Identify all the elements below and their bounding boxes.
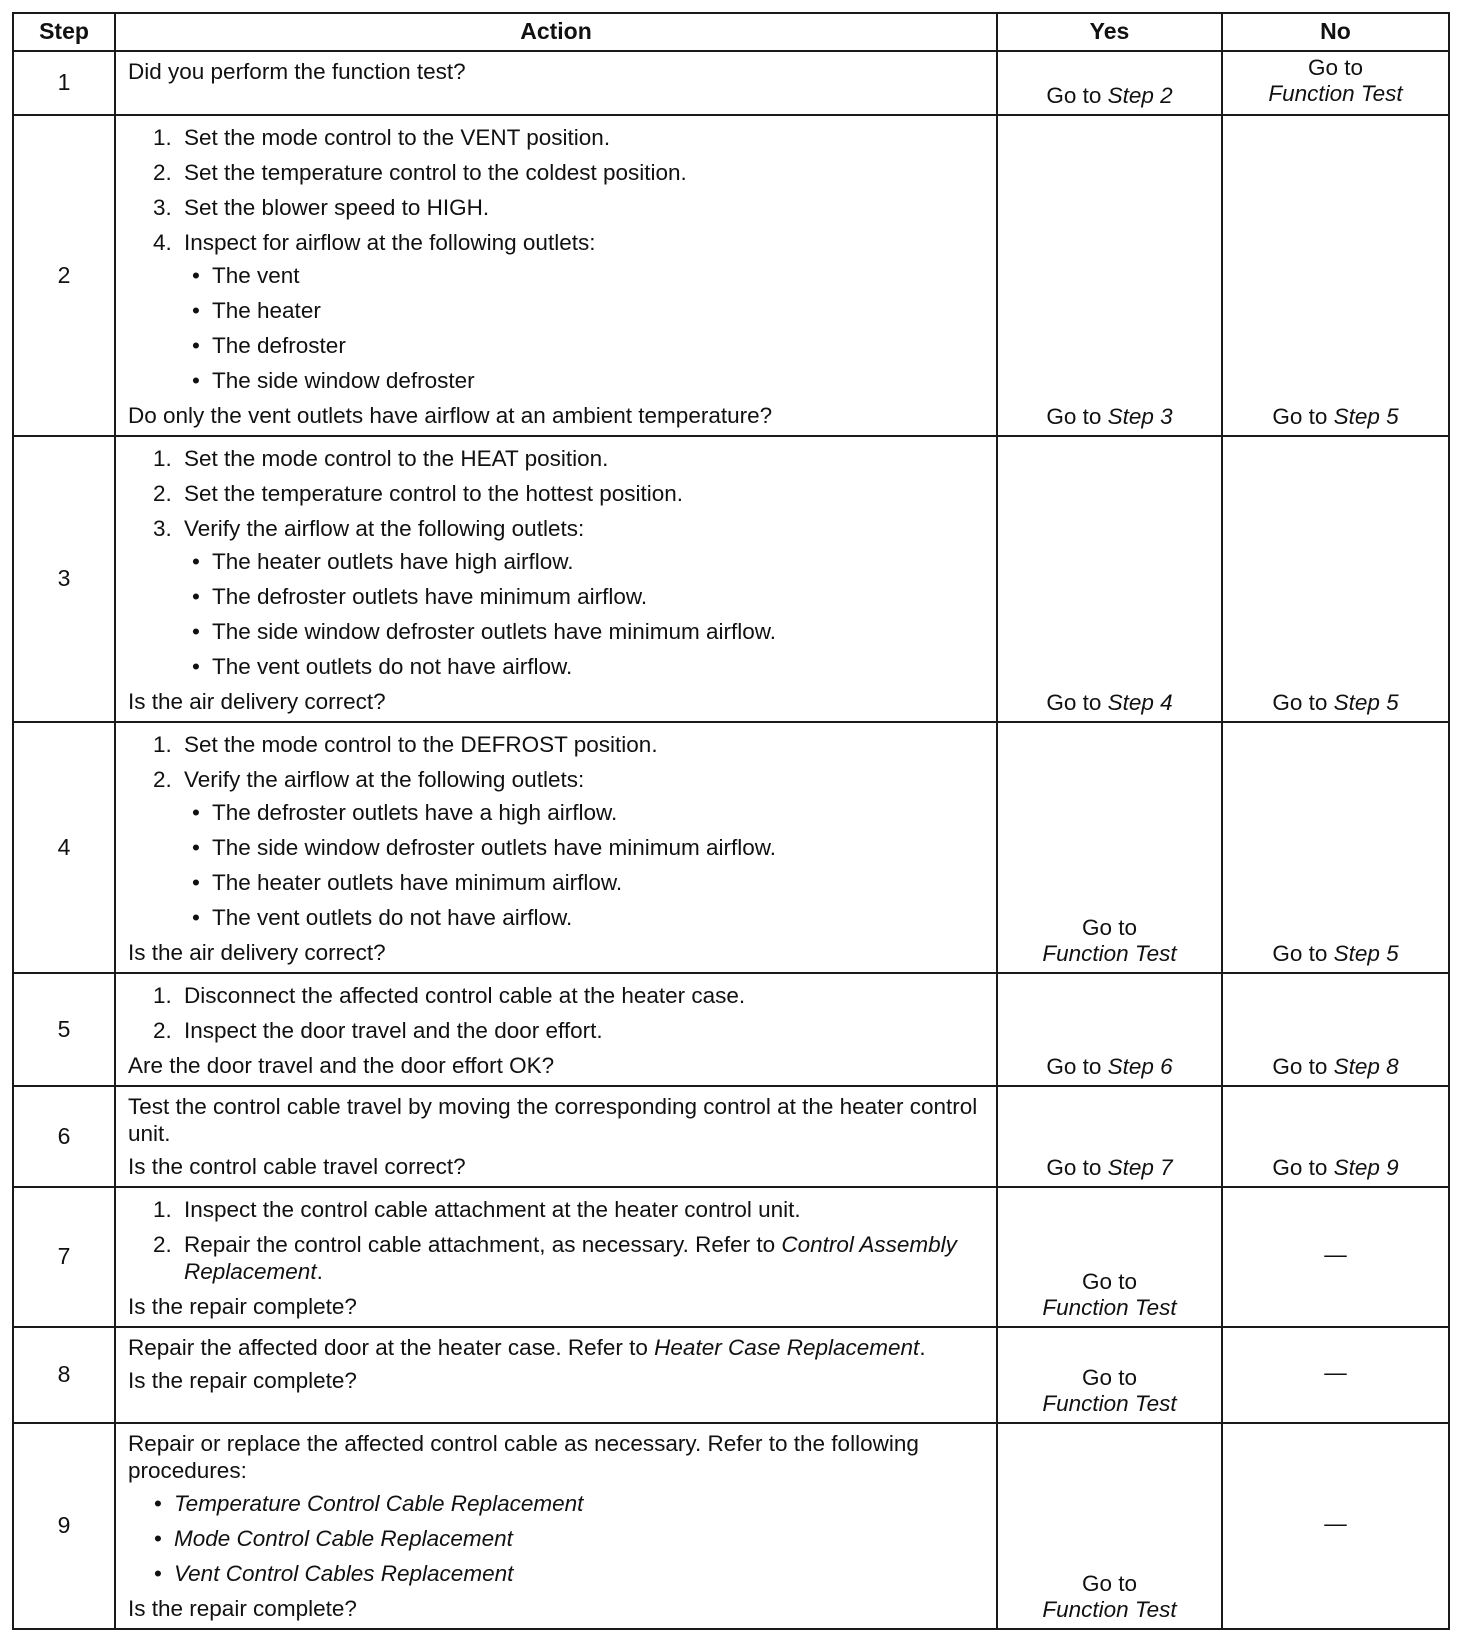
no-cell: [1222, 51, 1449, 115]
question-text: Are the door travel and the door effort OK?: [128, 1053, 555, 1078]
instruction-text: Verify the airflow at the following outlets:: [184, 767, 585, 792]
instruction-text: Verify the airflow at the following outlets:: [184, 516, 585, 541]
bullet-item: • The heater: [212, 297, 986, 324]
dash-placeholder: —: [1324, 1242, 1347, 1267]
goto-target: Function Test: [1042, 1295, 1177, 1321]
no-cell: [1222, 1423, 1449, 1629]
goto-target: Step 7: [1107, 1155, 1173, 1180]
table-row: [13, 1187, 1449, 1327]
yes-cell: [997, 436, 1222, 722]
outlet-list: [184, 799, 986, 931]
action-text: Repair the affected door at the heater case. Refer to Heater Case Replacement.: [128, 1335, 926, 1360]
instruction-item: 2. Set the temperature control to the coldest position.: [178, 159, 986, 186]
instruction-item: [178, 766, 986, 931]
instruction-item: [178, 515, 986, 680]
action-text: Test the control cable travel by moving the corresponding control at the heater control unit.: [128, 1094, 978, 1146]
header-step: Step: [13, 13, 115, 51]
goto-target: Step 5: [1333, 404, 1399, 429]
action-text: Repair or replace the affected control cable as necessary. Refer to the following procedures:: [128, 1431, 919, 1483]
procedure-list: [128, 1490, 986, 1587]
dash-placeholder: —: [1324, 1511, 1347, 1536]
goto-target: Function Test: [1042, 941, 1177, 967]
goto-target: Step 9: [1333, 1155, 1399, 1180]
goto-label: Go to: [1307, 55, 1364, 80]
no-cell: [1222, 1187, 1449, 1327]
goto-label: Go to: [1046, 1155, 1102, 1180]
bullet-item: • The vent outlets do not have airflow.: [212, 904, 986, 931]
question-text: Is the repair complete?: [128, 1596, 357, 1621]
no-cell: [1222, 722, 1449, 973]
no-cell: [1222, 1086, 1449, 1187]
question-text: Is the control cable travel correct?: [128, 1154, 466, 1179]
table-row: [13, 1086, 1449, 1187]
goto-label: Go to: [1081, 1365, 1138, 1391]
action-cell: [115, 1423, 997, 1629]
procedure-reference[interactable]: Vent Control Cables Replacement: [174, 1561, 514, 1586]
bullet-item: • The defroster outlets have minimum airflow.: [212, 583, 986, 610]
instruction-item: 2. Repair the control cable attachment, as necessary. Refer to Control Assembly Replacement.: [178, 1231, 986, 1285]
question-text: Is the air delivery correct?: [128, 940, 386, 965]
bullet-item: • The vent outlets do not have airflow.: [212, 653, 986, 680]
action-cell: [115, 115, 997, 436]
yes-cell: [997, 973, 1222, 1086]
goto-target: Step 2: [1107, 83, 1173, 108]
table-row: [13, 51, 1449, 115]
header-row: [13, 13, 1449, 51]
yes-cell: [997, 1086, 1222, 1187]
instruction-item: [178, 229, 986, 394]
table-row: [13, 1423, 1449, 1629]
bullet-item: • The heater outlets have minimum airflow.: [212, 869, 986, 896]
goto-label: Go to: [1272, 404, 1328, 429]
question-text: Is the repair complete?: [128, 1294, 357, 1319]
bullet-item: • The defroster: [212, 332, 986, 359]
no-cell: [1222, 115, 1449, 436]
goto-label: Go to: [1081, 1571, 1138, 1597]
goto-target: Function Test: [1042, 1597, 1177, 1623]
no-cell: [1222, 973, 1449, 1086]
goto-target: Step 5: [1333, 941, 1399, 966]
yes-cell: [997, 1423, 1222, 1629]
question-text: Is the repair complete?: [128, 1368, 357, 1393]
instruction-item: 1. Set the mode control to the HEAT position.: [178, 445, 986, 472]
action-cell: [115, 51, 997, 115]
yes-cell: [997, 51, 1222, 115]
yes-cell: [997, 722, 1222, 973]
action-cell: [115, 1187, 997, 1327]
instruction-item: 2. Set the temperature control to the hottest position.: [178, 480, 986, 507]
action-cell: [115, 1327, 997, 1423]
step-number: 3: [13, 436, 115, 722]
procedure-reference[interactable]: Mode Control Cable Replacement: [174, 1526, 513, 1551]
goto-label: Go to: [1272, 690, 1328, 715]
instruction-item: 1. Inspect the control cable attachment at the heater control unit.: [178, 1196, 986, 1223]
goto-label: Go to: [1081, 1269, 1138, 1295]
instruction-item: 1. Set the mode control to the DEFROST position.: [178, 731, 986, 758]
step-number: 8: [13, 1327, 115, 1423]
step-instructions: [128, 1196, 986, 1285]
goto-target: Step 6: [1107, 1054, 1173, 1079]
instruction-text: Repair the control cable attachment, as necessary. Refer to: [184, 1232, 782, 1257]
bullet-item: • The defroster outlets have a high airflow.: [212, 799, 986, 826]
table-row: [13, 1327, 1449, 1423]
goto-target: Step 8: [1333, 1054, 1399, 1079]
goto-target: Function Test: [1268, 80, 1403, 106]
table-row: [13, 115, 1449, 436]
step-instructions: [128, 982, 986, 1044]
instruction-item: 1. Disconnect the affected control cable at the heater case.: [178, 982, 986, 1009]
yes-cell: [997, 1327, 1222, 1423]
bullet-item: • The heater outlets have high airflow.: [212, 548, 986, 575]
question-text: Did you perform the function test?: [128, 59, 466, 84]
goto-label: Go to: [1272, 941, 1328, 966]
diagnostic-table: [12, 12, 1450, 1630]
bullet-item: • The side window defroster outlets have minimum airflow.: [212, 618, 986, 645]
action-cell: [115, 973, 997, 1086]
no-cell: [1222, 436, 1449, 722]
header-yes: Yes: [997, 13, 1222, 51]
goto-label: Go to: [1046, 1054, 1102, 1079]
procedure-reference[interactable]: Temperature Control Cable Replacement: [174, 1491, 584, 1516]
no-cell: [1222, 1327, 1449, 1423]
instruction-item: 2. Inspect the door travel and the door effort.: [178, 1017, 986, 1044]
bullet-item: • The side window defroster outlets have minimum airflow.: [212, 834, 986, 861]
action-cell: [115, 1086, 997, 1187]
yes-cell: [997, 1187, 1222, 1327]
table-row: [13, 436, 1449, 722]
instruction-item: 3. Set the blower speed to HIGH.: [178, 194, 986, 221]
step-instructions: [128, 445, 986, 680]
action-cell: [115, 722, 997, 973]
outlet-list: [184, 548, 986, 680]
step-number: 2: [13, 115, 115, 436]
question-text: Is the air delivery correct?: [128, 689, 386, 714]
step-number: 7: [13, 1187, 115, 1327]
yes-cell: [997, 115, 1222, 436]
step-number: 6: [13, 1086, 115, 1187]
procedure-reference[interactable]: Control Assembly Replacement: [184, 1232, 957, 1284]
instruction-item: 1. Set the mode control to the VENT position.: [178, 124, 986, 151]
action-cell: [115, 436, 997, 722]
bullet-item: • The vent: [212, 262, 986, 289]
step-number: 1: [13, 51, 115, 115]
bullet-item: • The side window defroster: [212, 367, 986, 394]
goto-label: Go to: [1046, 690, 1102, 715]
step-instructions: [128, 731, 986, 931]
table-row: [13, 973, 1449, 1086]
step-instructions: [128, 124, 986, 394]
step-number: 4: [13, 722, 115, 973]
goto-label: Go to: [1272, 1155, 1328, 1180]
instruction-text: Inspect for airflow at the following outlets:: [184, 230, 596, 255]
action-text-body: Repair the affected door at the heater case. Refer to: [128, 1335, 655, 1360]
table-row: [13, 722, 1449, 973]
goto-label: Go to: [1046, 83, 1102, 108]
goto-target: Step 4: [1107, 690, 1173, 715]
goto-target: Function Test: [1042, 1391, 1177, 1417]
header-no: No: [1222, 13, 1449, 51]
step-number: 5: [13, 973, 115, 1086]
dash-placeholder: —: [1324, 1360, 1347, 1385]
header-action: Action: [115, 13, 997, 51]
step-number: 9: [13, 1423, 115, 1629]
procedure-reference[interactable]: Heater Case Replacement: [654, 1335, 920, 1360]
goto-label: Go to: [1272, 1054, 1328, 1079]
goto-label: Go to: [1081, 915, 1138, 941]
outlet-list: [184, 262, 986, 394]
goto-target: Step 5: [1333, 690, 1399, 715]
goto-label: Go to: [1046, 404, 1102, 429]
goto-target: Step 3: [1107, 404, 1173, 429]
question-text: Do only the vent outlets have airflow at an ambient temperature?: [128, 403, 773, 428]
